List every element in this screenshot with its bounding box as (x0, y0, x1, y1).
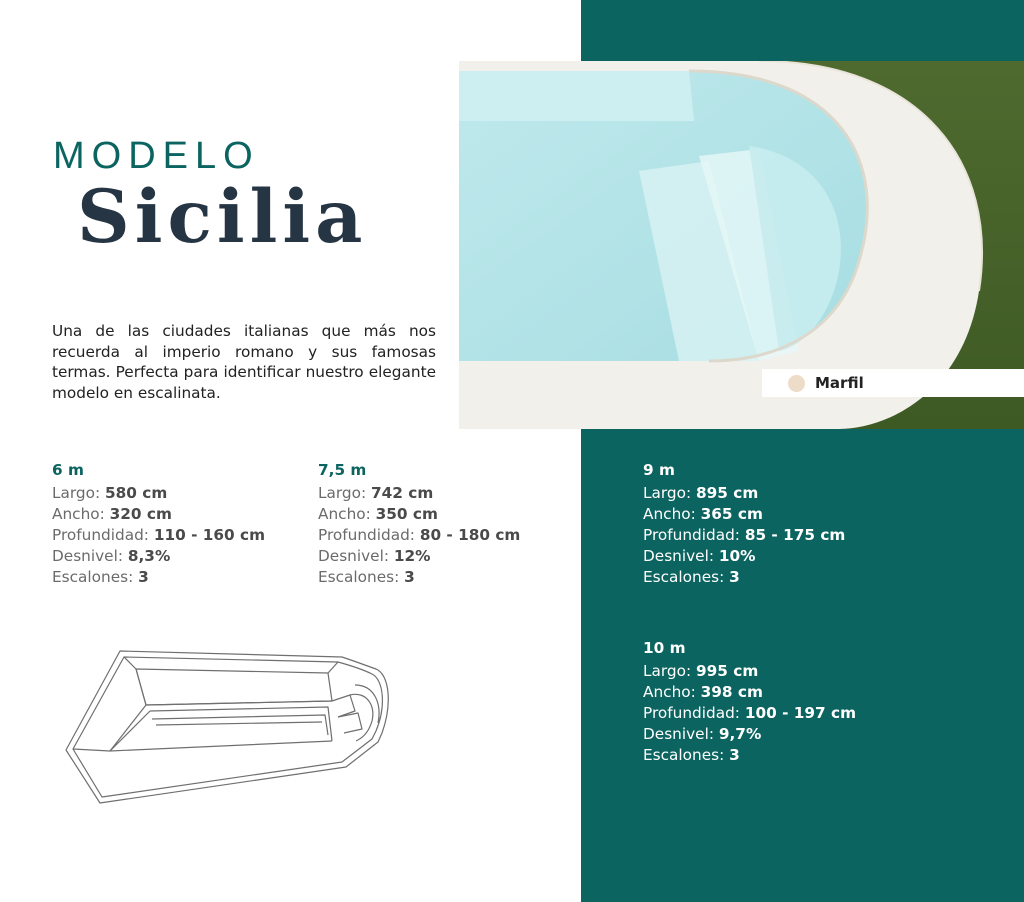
spec-desnivel: Desnivel: 8,3% (52, 547, 171, 565)
color-option-marfil (762, 369, 1024, 397)
spec-largo: Largo: 742 cm (318, 484, 434, 502)
spec-desnivel: Desnivel: 12% (318, 547, 431, 565)
title-modelo: MODELO (53, 135, 260, 177)
spec-block-6m (52, 460, 265, 588)
spec-largo: Largo: 995 cm (643, 662, 759, 680)
spec-ancho: Ancho: 350 cm (318, 505, 438, 523)
color-option-label: Marfil (815, 374, 864, 392)
spec-desnivel: Desnivel: 10% (643, 547, 756, 565)
pool-outline-svg (60, 645, 400, 810)
pool-line-drawing (60, 645, 400, 814)
color-swatch-dot (788, 375, 805, 392)
spec-largo: Largo: 580 cm (52, 484, 168, 502)
spec-size-heading: 10 m (643, 639, 686, 657)
spec-escalones: Escalones: 3 (318, 568, 415, 586)
title-model-name: Sicilia (77, 174, 368, 260)
spec-ancho: Ancho: 398 cm (643, 683, 763, 701)
spec-size-heading: 6 m (52, 461, 84, 479)
spec-block-9m (643, 460, 845, 588)
spec-block-7-5m (318, 460, 520, 588)
spec-size-heading: 9 m (643, 461, 675, 479)
spec-block-10m (643, 638, 856, 766)
spec-largo: Largo: 895 cm (643, 484, 759, 502)
spec-escalones: Escalones: 3 (643, 568, 740, 586)
spec-desnivel: Desnivel: 9,7% (643, 725, 762, 743)
spec-profundidad: Profundidad: 85 - 175 cm (643, 526, 846, 544)
intro-paragraph: Una de las ciudades italianas que más nos recuerda al imperio romano y sus famosas termas. Perfecta para identificar nuestro elegante modelo en escalinata. (52, 322, 436, 402)
spec-escalones: Escalones: 3 (52, 568, 149, 586)
spec-escalones: Escalones: 3 (643, 746, 740, 764)
spec-profundidad: Profundidad: 110 - 160 cm (52, 526, 266, 544)
spec-profundidad: Profundidad: 80 - 180 cm (318, 526, 521, 544)
spec-profundidad: Profundidad: 100 - 197 cm (643, 704, 857, 722)
spec-size-heading: 7,5 m (318, 461, 367, 479)
spec-ancho: Ancho: 320 cm (52, 505, 172, 523)
spec-ancho: Ancho: 365 cm (643, 505, 763, 523)
